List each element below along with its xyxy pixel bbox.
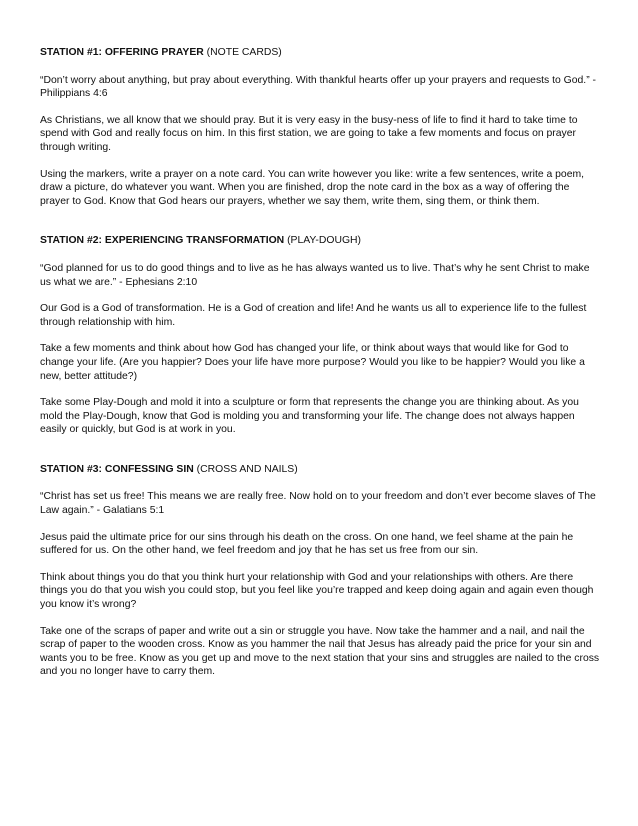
station-paragraph: As Christians, we all know that we should pray. But it is very easy in the busy-ness of life to find it hard to take time to spend with God and really focus on him. In this first station, we are going to take a few moments and focus on prayer through writing.: [40, 114, 578, 153]
section-spacer: [40, 450, 600, 463]
section-spacer: [40, 221, 600, 234]
station-title: STATION #2: EXPERIENCING TRANSFORMATION: [40, 235, 285, 247]
station-title: STATION #1: OFFERING PRAYER: [40, 47, 204, 58]
station-instructions: Take one of the scraps of paper and write out a sin or struggle you have. Now take the hammer and a nail, and nail the scrap of paper to the wooden cross. Know as you hammer the nail that Jesus has already paid the price for your sin and wants you to be free. Know as you get up and move to the next station that your sins and struggles are nailed to the cross and you no longer have to carry them.: [40, 625, 600, 678]
station-heading: [40, 46, 600, 60]
station-instructions: Take some Play-Dough and mold it into a sculpture or form that represents the change you are thinking about. As you mold the Play-Dough, know that God is molding you and transforming your life. The change does not always happen easily or quickly, but God is at work in you.: [40, 397, 579, 436]
scripture-quote: “God planned for us to do good things and to live as he has always wanted us to live. That’s why he sent Christ to make us what we are.” - Ephesians 2:10: [40, 262, 590, 288]
document-page: [40, 46, 600, 692]
scripture-quote: “Don’t worry about anything, but pray about everything. With thankful hearts offer up your prayers and requests to God.” - Philippians 4:6: [40, 74, 597, 100]
station-1: [40, 46, 600, 208]
station-paragraph: Think about things you do that you think hurt your relationship with God and your relationships with others. Are there things you do that you wish you could stop, but you feel like you’re trapped and keep doing again and again even though you know it’s wrong?: [40, 571, 594, 611]
station-paragraph: Take a few moments and think about how God has changed your life, or think about ways that would like for God to change your life. (Are you happier? Does your life have more purpose? Would you like to be happier? Would you like a new, better attitude?): [40, 343, 585, 382]
station-paragraph: Our God is a God of transformation. He is a God of creation and life! And he wants us all to experience life to the fullest through relationship with him.: [40, 303, 587, 328]
station-title: STATION #3: CONFESSING SIN: [40, 463, 194, 475]
station-subtitle: (CROSS AND NAILS): [196, 463, 298, 475]
station-heading: [40, 463, 600, 477]
station-instructions: Using the markers, write a prayer on a note card. You can write however you like: write a few sentences, write a poem, draw a picture, do whatever you want. When you are finished, drop the note card in the box as a way of offering the prayer to God. Know that God hears our prayers, whether we say them, write them, sing them, or think them.: [40, 168, 585, 207]
station-3: [40, 463, 600, 679]
station-subtitle: (NOTE CARDS): [206, 47, 282, 58]
station-2: [40, 234, 600, 437]
station-heading: [40, 234, 600, 248]
scripture-quote: “Christ has set us free! This means we are really free. Now hold on to your freedom and don’t ever become slaves of The Law again.” - Galatians 5:1: [40, 491, 596, 517]
station-paragraph: Jesus paid the ultimate price for our sins through his death on the cross. On one hand, we feel shame at the pain he suffered for us. On the other hand, we feel freedom and joy that he has set us free from our sin.: [40, 531, 574, 557]
station-subtitle: (PLAY-DOUGH): [287, 235, 361, 247]
